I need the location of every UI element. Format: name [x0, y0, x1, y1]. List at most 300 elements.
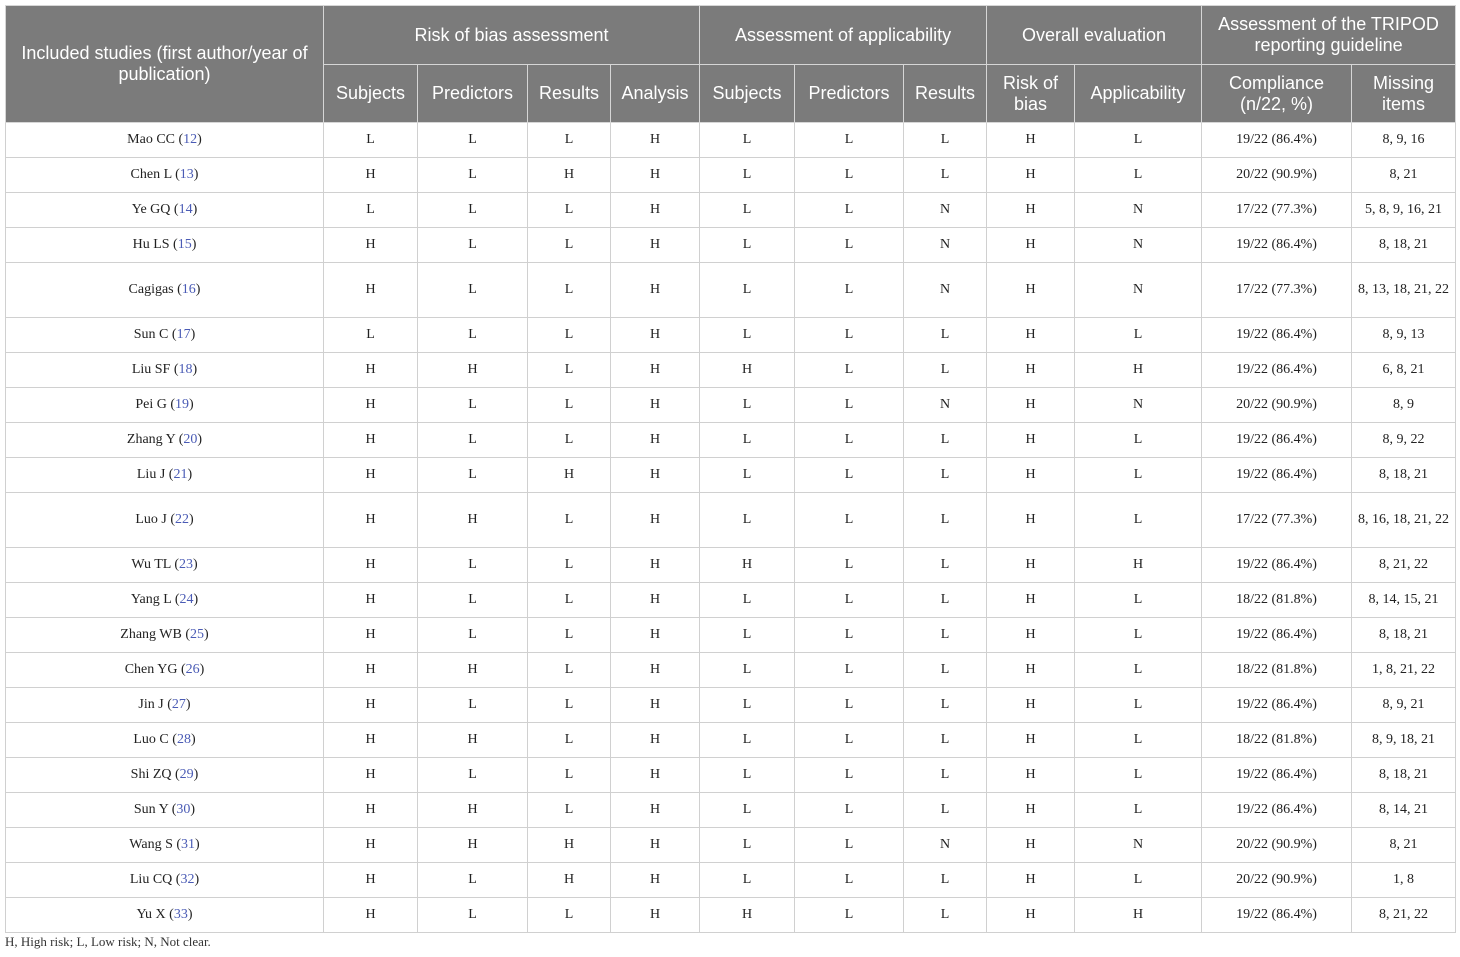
study-cell — [6, 263, 324, 318]
reference-link[interactable]: 22 — [175, 512, 189, 527]
risk-results-cell: L — [528, 263, 611, 318]
overall-risk-cell: H — [987, 898, 1075, 933]
risk-predictors-cell: L — [418, 123, 528, 158]
risk-analysis-cell: H — [611, 493, 700, 548]
overall-applicability-cell: L — [1075, 493, 1202, 548]
applic-predictors-cell: L — [795, 863, 904, 898]
risk-subjects-cell: H — [324, 353, 418, 388]
applic-subjects-cell: H — [700, 898, 795, 933]
applic-subjects-cell: L — [700, 583, 795, 618]
risk-subjects-cell: H — [324, 688, 418, 723]
risk-analysis-cell: H — [611, 388, 700, 423]
missing-items-cell: 8, 21, 22 — [1352, 548, 1456, 583]
risk-analysis-cell: H — [611, 193, 700, 228]
overall-applicability-cell: L — [1075, 318, 1202, 353]
ref-open: ( — [177, 662, 186, 677]
risk-analysis-cell: H — [611, 548, 700, 583]
ref-close: ) — [195, 837, 200, 852]
applic-subjects-cell: L — [700, 263, 795, 318]
study-cell — [6, 388, 324, 423]
table-row — [6, 863, 1456, 898]
ref-open: ( — [170, 202, 179, 217]
overall-applicability-cell: L — [1075, 458, 1202, 493]
ref-open: ( — [168, 327, 177, 342]
risk-subjects-cell: H — [324, 388, 418, 423]
study-author: Sun Y — [133, 802, 169, 817]
risk-predictors-cell: L — [418, 193, 528, 228]
risk-subjects-cell: H — [324, 228, 418, 263]
missing-items-cell: 8, 18, 21 — [1352, 458, 1456, 493]
risk-results-cell: L — [528, 318, 611, 353]
reference-link[interactable]: 27 — [171, 697, 186, 712]
reference-link[interactable]: 15 — [177, 237, 192, 252]
overall-applicability-cell: L — [1075, 793, 1202, 828]
applic-subjects-cell: L — [700, 158, 795, 193]
header-risk-analysis: Analysis — [611, 65, 700, 123]
ref-open: ( — [171, 167, 180, 182]
risk-subjects-cell: L — [324, 123, 418, 158]
missing-items-cell: 8, 21 — [1352, 158, 1456, 193]
risk-subjects-cell: H — [324, 898, 418, 933]
overall-applicability-cell: H — [1075, 548, 1202, 583]
overall-applicability-cell: L — [1075, 423, 1202, 458]
overall-risk-cell: H — [987, 618, 1075, 653]
reference-link[interactable]: 32 — [180, 872, 195, 887]
applic-results-cell: L — [904, 653, 987, 688]
study-cell — [6, 688, 324, 723]
applic-predictors-cell: L — [795, 723, 904, 758]
risk-analysis-cell: H — [611, 158, 700, 193]
applic-predictors-cell: L — [795, 388, 904, 423]
study-cell — [6, 723, 324, 758]
risk-predictors-cell: L — [418, 758, 528, 793]
compliance-cell: 17/22 (77.3%) — [1202, 193, 1352, 228]
risk-results-cell: L — [528, 548, 611, 583]
header-missing-items: Missing items — [1352, 65, 1456, 123]
ref-open: ( — [171, 767, 180, 782]
table-row — [6, 388, 1456, 423]
reference-link[interactable]: 16 — [181, 282, 196, 297]
risk-results-cell: L — [528, 388, 611, 423]
overall-risk-cell: H — [987, 423, 1075, 458]
study-cell — [6, 353, 324, 388]
reference-link[interactable]: 12 — [183, 132, 198, 147]
ref-open: ( — [175, 432, 184, 447]
overall-risk-cell: H — [987, 318, 1075, 353]
overall-applicability-cell: L — [1075, 583, 1202, 618]
applic-subjects-cell: L — [700, 388, 795, 423]
compliance-cell: 18/22 (81.8%) — [1202, 583, 1352, 618]
compliance-cell: 19/22 (86.4%) — [1202, 898, 1352, 933]
compliance-cell: 19/22 (86.4%) — [1202, 688, 1352, 723]
study-author: Liu CQ — [129, 872, 173, 887]
applic-results-cell: L — [904, 583, 987, 618]
risk-analysis-cell: H — [611, 618, 700, 653]
header-included-studies: Included studies (first author/year of publication) — [6, 6, 324, 123]
risk-predictors-cell: H — [418, 793, 528, 828]
reference-link[interactable]: 19 — [175, 397, 189, 412]
applic-predictors-cell: L — [795, 828, 904, 863]
header-risk-predictors: Predictors — [418, 65, 528, 123]
applic-predictors-cell: L — [795, 423, 904, 458]
header-applic-subjects: Subjects — [700, 65, 795, 123]
applic-results-cell: L — [904, 353, 987, 388]
reference-link[interactable]: 28 — [176, 732, 191, 747]
risk-predictors-cell: L — [418, 228, 528, 263]
compliance-cell: 19/22 (86.4%) — [1202, 228, 1352, 263]
applic-predictors-cell: L — [795, 123, 904, 158]
study-assessment-table — [5, 5, 1456, 933]
risk-predictors-cell: L — [418, 618, 528, 653]
applic-predictors-cell: L — [795, 318, 904, 353]
missing-items-cell: 5, 8, 9, 16, 21 — [1352, 193, 1456, 228]
table-row — [6, 193, 1456, 228]
overall-risk-cell: H — [987, 653, 1075, 688]
applic-results-cell: L — [904, 493, 987, 548]
applic-results-cell: L — [904, 688, 987, 723]
study-author: Jin J — [138, 697, 164, 712]
missing-items-cell: 8, 16, 18, 21, 22 — [1352, 493, 1456, 548]
missing-items-cell: 8, 14, 15, 21 — [1352, 583, 1456, 618]
missing-items-cell: 8, 9, 16 — [1352, 123, 1456, 158]
risk-predictors-cell: H — [418, 653, 528, 688]
compliance-cell: 19/22 (86.4%) — [1202, 458, 1352, 493]
risk-analysis-cell: H — [611, 318, 700, 353]
study-cell — [6, 618, 324, 653]
study-author: Shi ZQ — [130, 767, 172, 782]
missing-items-cell: 8, 9, 18, 21 — [1352, 723, 1456, 758]
ref-open: ( — [175, 132, 184, 147]
reference-link[interactable]: 30 — [176, 802, 191, 817]
ref-open: ( — [168, 732, 177, 747]
ref-open: ( — [166, 512, 175, 527]
table-row — [6, 423, 1456, 458]
risk-subjects-cell: H — [324, 493, 418, 548]
applic-predictors-cell: L — [795, 263, 904, 318]
risk-predictors-cell: H — [418, 493, 528, 548]
risk-results-cell: H — [528, 863, 611, 898]
header-compliance: Compliance (n/22, %) — [1202, 65, 1352, 123]
overall-applicability-cell: N — [1075, 263, 1202, 318]
reference-link[interactable]: 26 — [185, 662, 200, 677]
compliance-cell: 19/22 (86.4%) — [1202, 423, 1352, 458]
risk-analysis-cell: H — [611, 263, 700, 318]
ref-close: ) — [193, 592, 199, 607]
risk-analysis-cell: H — [611, 723, 700, 758]
risk-subjects-cell: H — [324, 723, 418, 758]
overall-applicability-cell: L — [1075, 618, 1202, 653]
applic-predictors-cell: L — [795, 688, 904, 723]
overall-risk-cell: H — [987, 863, 1075, 898]
applic-predictors-cell: L — [795, 583, 904, 618]
study-author: Yang L — [130, 592, 172, 607]
reference-link[interactable]: 14 — [178, 202, 193, 217]
risk-subjects-cell: H — [324, 618, 418, 653]
risk-results-cell: H — [528, 158, 611, 193]
risk-predictors-cell: H — [418, 828, 528, 863]
risk-results-cell: L — [528, 793, 611, 828]
header-tripod-group: Assessment of the TRIPOD reporting guideline — [1202, 6, 1456, 65]
risk-analysis-cell: H — [611, 353, 700, 388]
ref-open: ( — [165, 467, 174, 482]
overall-applicability-cell: H — [1075, 898, 1202, 933]
applic-subjects-cell: L — [700, 123, 795, 158]
reference-link[interactable]: 21 — [173, 467, 188, 482]
overall-applicability-cell: N — [1075, 193, 1202, 228]
table-row — [6, 123, 1456, 158]
applic-subjects-cell: L — [700, 458, 795, 493]
applic-predictors-cell: L — [795, 493, 904, 548]
study-author: Zhang Y — [126, 432, 176, 447]
overall-applicability-cell: L — [1075, 758, 1202, 793]
risk-results-cell: L — [528, 583, 611, 618]
ref-close: ) — [192, 202, 198, 217]
overall-risk-cell: H — [987, 353, 1075, 388]
applic-subjects-cell: H — [700, 353, 795, 388]
risk-predictors-cell: L — [418, 458, 528, 493]
risk-predictors-cell: L — [418, 548, 528, 583]
risk-analysis-cell: H — [611, 123, 700, 158]
ref-close: ) — [187, 907, 193, 922]
overall-applicability-cell: N — [1075, 228, 1202, 263]
study-author: Luo J — [135, 512, 167, 527]
reference-link[interactable]: 33 — [173, 907, 188, 922]
applic-results-cell: L — [904, 618, 987, 653]
ref-open: ( — [163, 697, 172, 712]
header-overall-group: Overall evaluation — [987, 6, 1202, 65]
risk-analysis-cell: H — [611, 828, 700, 863]
table-row — [6, 583, 1456, 618]
missing-items-cell: 8, 9, 13 — [1352, 318, 1456, 353]
compliance-cell: 19/22 (86.4%) — [1202, 318, 1352, 353]
header-applic-predictors: Predictors — [795, 65, 904, 123]
compliance-cell: 19/22 (86.4%) — [1202, 793, 1352, 828]
ref-close: ) — [193, 167, 199, 182]
compliance-cell: 19/22 (86.4%) — [1202, 758, 1352, 793]
applic-subjects-cell: L — [700, 193, 795, 228]
study-cell — [6, 423, 324, 458]
study-cell — [6, 828, 324, 863]
ref-open: ( — [171, 592, 180, 607]
applic-results-cell: L — [904, 423, 987, 458]
applic-results-cell: L — [904, 863, 987, 898]
table-row — [6, 228, 1456, 263]
missing-items-cell: 8, 21 — [1352, 828, 1456, 863]
risk-results-cell: L — [528, 758, 611, 793]
ref-open: ( — [166, 397, 175, 412]
header-applicability-group: Assessment of applicability — [700, 6, 987, 65]
applic-predictors-cell: L — [795, 618, 904, 653]
ref-close: ) — [190, 327, 196, 342]
risk-results-cell: L — [528, 123, 611, 158]
table-row — [6, 618, 1456, 653]
header-risk-results: Results — [528, 65, 611, 123]
reference-link[interactable]: 18 — [178, 362, 193, 377]
study-author: Zhang WB — [120, 627, 182, 642]
ref-close: ) — [187, 467, 193, 482]
study-cell — [6, 193, 324, 228]
ref-open: ( — [169, 237, 178, 252]
reference-link[interactable]: 13 — [179, 167, 194, 182]
applic-predictors-cell: L — [795, 758, 904, 793]
table-row — [6, 353, 1456, 388]
overall-risk-cell: H — [987, 158, 1075, 193]
risk-subjects-cell: H — [324, 263, 418, 318]
missing-items-cell: 8, 14, 21 — [1352, 793, 1456, 828]
risk-subjects-cell: H — [324, 863, 418, 898]
applic-results-cell: L — [904, 723, 987, 758]
overall-risk-cell: H — [987, 548, 1075, 583]
overall-applicability-cell: H — [1075, 353, 1202, 388]
overall-applicability-cell: L — [1075, 653, 1202, 688]
reference-link[interactable]: 31 — [181, 837, 196, 852]
risk-analysis-cell: H — [611, 653, 700, 688]
ref-open: ( — [168, 802, 177, 817]
ref-open: ( — [172, 837, 182, 852]
applic-subjects-cell: L — [700, 318, 795, 353]
header-risk-of-bias-group: Risk of bias assessment — [324, 6, 700, 65]
ref-close: ) — [185, 697, 191, 712]
missing-items-cell: 1, 8, 21, 22 — [1352, 653, 1456, 688]
overall-risk-cell: H — [987, 828, 1075, 863]
risk-analysis-cell: H — [611, 898, 700, 933]
study-cell — [6, 158, 324, 193]
study-author: Mao CC — [127, 132, 175, 147]
risk-predictors-cell: L — [418, 898, 528, 933]
risk-subjects-cell: H — [324, 548, 418, 583]
study-author: Yu X — [136, 907, 166, 922]
study-author: Pei G — [135, 397, 167, 412]
study-author: Luo C — [133, 732, 169, 747]
compliance-cell: 17/22 (77.3%) — [1202, 493, 1352, 548]
missing-items-cell: 8, 9 — [1352, 388, 1456, 423]
applic-results-cell: N — [904, 263, 987, 318]
applic-results-cell: L — [904, 458, 987, 493]
table-row — [6, 458, 1456, 493]
table-body — [6, 123, 1456, 933]
risk-analysis-cell: H — [611, 228, 700, 263]
risk-analysis-cell: H — [611, 583, 700, 618]
study-author: Hu LS — [132, 237, 170, 252]
risk-results-cell: H — [528, 828, 611, 863]
risk-results-cell: L — [528, 653, 611, 688]
missing-items-cell: 8, 18, 21 — [1352, 228, 1456, 263]
risk-results-cell: L — [528, 353, 611, 388]
applic-predictors-cell: L — [795, 228, 904, 263]
reference-link[interactable]: 25 — [190, 627, 205, 642]
ref-close: ) — [194, 872, 200, 887]
table-row — [6, 653, 1456, 688]
compliance-cell: 20/22 (90.9%) — [1202, 158, 1352, 193]
applic-predictors-cell: L — [795, 458, 904, 493]
risk-subjects-cell: H — [324, 758, 418, 793]
study-author: Sun C — [133, 327, 169, 342]
applic-subjects-cell: L — [700, 758, 795, 793]
applic-predictors-cell: L — [795, 793, 904, 828]
header-overall-applicability: Applicability — [1075, 65, 1202, 123]
study-cell — [6, 653, 324, 688]
risk-subjects-cell: H — [324, 423, 418, 458]
applic-predictors-cell: L — [795, 158, 904, 193]
risk-predictors-cell: L — [418, 263, 528, 318]
applic-predictors-cell: L — [795, 653, 904, 688]
reference-link[interactable]: 24 — [179, 592, 194, 607]
ref-close: ) — [193, 767, 199, 782]
overall-risk-cell: H — [987, 583, 1075, 618]
overall-applicability-cell: N — [1075, 828, 1202, 863]
reference-link[interactable]: 29 — [179, 767, 194, 782]
risk-predictors-cell: L — [418, 158, 528, 193]
risk-results-cell: L — [528, 193, 611, 228]
overall-risk-cell: H — [987, 263, 1075, 318]
reference-link[interactable]: 23 — [178, 557, 193, 572]
reference-link[interactable]: 20 — [183, 432, 198, 447]
applic-subjects-cell: L — [700, 653, 795, 688]
risk-results-cell: L — [528, 723, 611, 758]
table-row — [6, 548, 1456, 583]
missing-items-cell: 8, 21, 22 — [1352, 898, 1456, 933]
study-cell — [6, 793, 324, 828]
table-row — [6, 723, 1456, 758]
risk-results-cell: L — [528, 688, 611, 723]
overall-applicability-cell: N — [1075, 388, 1202, 423]
applic-subjects-cell: L — [700, 423, 795, 458]
risk-predictors-cell: L — [418, 423, 528, 458]
applic-subjects-cell: L — [700, 828, 795, 863]
ref-close: ) — [192, 557, 198, 572]
compliance-cell: 18/22 (81.8%) — [1202, 653, 1352, 688]
ref-close: ) — [204, 627, 209, 642]
applic-predictors-cell: L — [795, 193, 904, 228]
ref-close: ) — [190, 732, 196, 747]
ref-open: ( — [170, 362, 179, 377]
ref-open: ( — [172, 872, 181, 887]
study-author: Cagigas — [128, 282, 174, 297]
applic-subjects-cell: L — [700, 493, 795, 548]
risk-predictors-cell: H — [418, 353, 528, 388]
applic-results-cell: N — [904, 828, 987, 863]
compliance-cell: 19/22 (86.4%) — [1202, 353, 1352, 388]
reference-link[interactable]: 17 — [176, 327, 191, 342]
overall-risk-cell: H — [987, 193, 1075, 228]
header-overall-risk: Risk of bias — [987, 65, 1075, 123]
risk-results-cell: L — [528, 228, 611, 263]
table-header — [6, 6, 1456, 123]
applic-predictors-cell: L — [795, 353, 904, 388]
overall-applicability-cell: L — [1075, 863, 1202, 898]
compliance-cell: 20/22 (90.9%) — [1202, 388, 1352, 423]
risk-predictors-cell: L — [418, 863, 528, 898]
applic-subjects-cell: L — [700, 228, 795, 263]
compliance-cell: 18/22 (81.8%) — [1202, 723, 1352, 758]
study-cell — [6, 548, 324, 583]
study-cell — [6, 898, 324, 933]
risk-analysis-cell: H — [611, 423, 700, 458]
missing-items-cell: 1, 8 — [1352, 863, 1456, 898]
study-author: Ye GQ — [131, 202, 171, 217]
applic-subjects-cell: H — [700, 548, 795, 583]
applic-results-cell: L — [904, 318, 987, 353]
overall-risk-cell: H — [987, 688, 1075, 723]
applic-results-cell: N — [904, 388, 987, 423]
study-cell — [6, 493, 324, 548]
applic-subjects-cell: L — [700, 793, 795, 828]
risk-subjects-cell: H — [324, 828, 418, 863]
missing-items-cell: 8, 9, 21 — [1352, 688, 1456, 723]
table-row — [6, 493, 1456, 548]
table-row — [6, 898, 1456, 933]
risk-predictors-cell: L — [418, 688, 528, 723]
